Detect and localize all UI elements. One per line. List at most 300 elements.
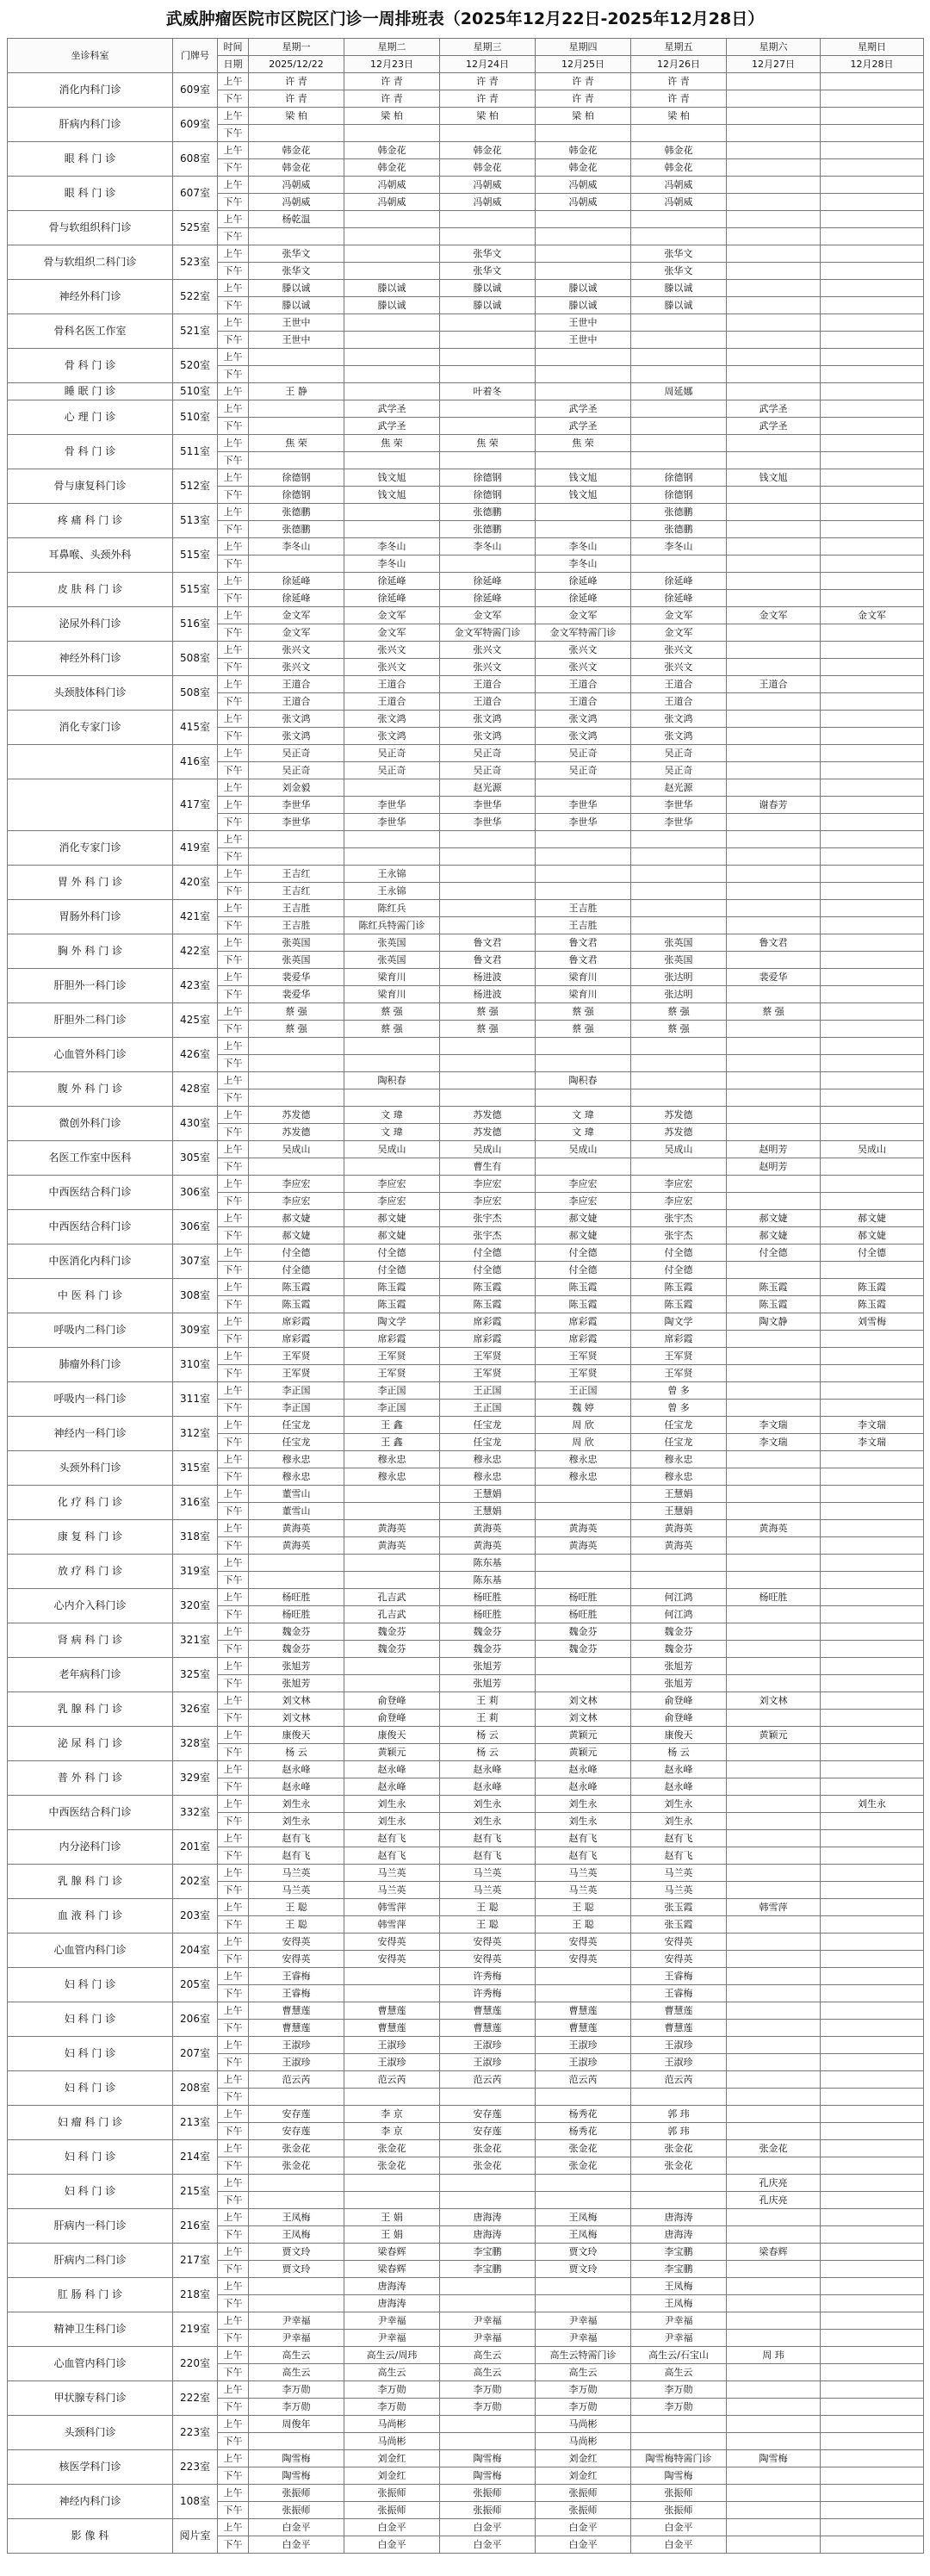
doctor-cell [249,2433,344,2450]
doctor-cell: 王凤梅 [536,2209,631,2226]
doctor-cell: 张文鸿 [536,728,631,745]
doctor-cell [821,866,924,883]
doctor-cell: 刘生永 [821,1796,924,1813]
doctor-cell: 曹慧莲 [631,2002,727,2020]
session-label: 下午 [218,1055,249,1072]
schedule-row [8,1796,924,1813]
session-label: 下午 [218,1262,249,1279]
doctor-cell [727,659,821,676]
doctor-cell: 韩金花 [249,142,344,159]
room-number: 515室 [173,538,218,573]
doctor-cell: 席彩霞 [631,1331,727,1348]
doctor-cell [821,452,924,469]
doctor-cell: 李正国 [249,1400,344,1417]
doctor-cell [727,1055,821,1072]
session-label: 上午 [218,245,249,263]
doctor-cell: 王淑珍 [440,2037,536,2054]
doctor-cell: 陶文学 [344,1313,440,1331]
doctor-cell: 安得英 [631,1951,727,1968]
doctor-cell: 许 青 [440,90,536,108]
doctor-cell [821,1382,924,1400]
session-label: 下午 [218,2433,249,2450]
dept-name: 康 复 科 门 诊 [8,1520,173,1555]
doctor-cell: 梁 柏 [536,108,631,125]
doctor-cell: 郝文婕 [727,1227,821,1245]
doctor-cell [727,1934,821,1951]
doctor-cell: 席彩霞 [536,1331,631,1348]
doctor-cell: 李世华 [536,814,631,831]
doctor-cell: 刘生永 [344,1796,440,1813]
doctor-cell [821,2347,924,2364]
room-number: 205室 [173,1968,218,2002]
doctor-cell [821,1899,924,1916]
doctor-cell: 尹幸福 [249,2330,344,2347]
doctor-cell: 李万勋 [440,2399,536,2416]
doctor-cell: 张达明 [631,969,727,986]
doctor-cell: 张宇杰 [631,1210,727,1227]
schedule-row [8,1555,924,1572]
room-number: 309室 [173,1313,218,1348]
doctor-cell [249,1089,344,1107]
room-number: 521室 [173,314,218,349]
doctor-cell: 张振师 [249,2485,344,2502]
room-number: 220室 [173,2347,218,2381]
doctor-cell [821,2295,924,2312]
doctor-cell: 范云芮 [344,2071,440,2089]
doctor-cell [440,228,536,245]
doctor-cell [536,1555,631,1572]
doctor-cell: 李 京 [344,2106,440,2123]
room-number: 223室 [173,2450,218,2485]
dept-name: 骨 科 门 诊 [8,435,173,469]
doctor-cell: 高生云 [440,2364,536,2381]
doctor-cell [821,1555,924,1572]
doctor-cell: 金文军 [344,607,440,624]
doctor-cell [344,1038,440,1055]
doctor-cell [727,2330,821,2347]
doctor-cell: 范云芮 [536,2071,631,2089]
schedule-row [8,314,924,332]
doctor-cell: 陶雪梅 [249,2450,344,2467]
doctor-cell [821,831,924,848]
doctor-cell: 徐德钢 [440,487,536,504]
doctor-cell [631,332,727,349]
doctor-cell [536,504,631,521]
doctor-cell: 周延娜 [631,383,727,400]
doctor-cell: 冯朝威 [631,177,727,194]
doctor-cell: 徐延峰 [249,590,344,607]
doctor-cell: 高生云 [249,2347,344,2364]
room-number: 421室 [173,900,218,934]
room-number: 516室 [173,607,218,642]
doctor-cell: 李冬山 [249,538,344,556]
doctor-cell [727,73,821,90]
doctor-cell: 许 青 [440,73,536,90]
doctor-cell: 王正国 [440,1400,536,1417]
doctor-cell [727,711,821,728]
doctor-cell [249,1038,344,1055]
doctor-cell [821,1331,924,1348]
doctor-cell [536,1486,631,1503]
doctor-cell [440,314,536,332]
doctor-cell: 鲁文君 [727,934,821,952]
doctor-cell [631,228,727,245]
doctor-cell: 王睿梅 [631,1985,727,2002]
doctor-cell: 王世中 [249,332,344,349]
doctor-cell [821,383,924,400]
doctor-cell: 王道合 [440,676,536,693]
doctor-cell [536,1055,631,1072]
session-label: 下午 [218,728,249,745]
doctor-cell: 吴正奇 [631,745,727,762]
doctor-cell [631,452,727,469]
doctor-cell [344,211,440,228]
session-label: 上午 [218,1279,249,1296]
doctor-cell [727,2278,821,2295]
doctor-cell: 滕以诚 [536,280,631,297]
doctor-cell: 张兴文 [631,659,727,676]
doctor-cell [821,1847,924,1865]
doctor-cell: 金文军 [631,624,727,642]
session-label: 下午 [218,2536,249,2554]
schedule-row [8,108,924,125]
session-label: 下午 [218,418,249,435]
dept-name [8,779,173,831]
session-label: 上午 [218,1210,249,1227]
doctor-cell [821,1158,924,1176]
session-label: 下午 [218,762,249,779]
doctor-cell [727,1382,821,1400]
doctor-cell [821,900,924,917]
doctor-cell: 武学圣 [344,418,440,435]
doctor-cell: 曹慧莲 [249,2002,344,2020]
doctor-cell [344,125,440,142]
doctor-cell: 黄海英 [440,1537,536,1555]
doctor-cell: 韩金花 [440,159,536,177]
doctor-cell: 李万勋 [344,2381,440,2399]
doctor-cell [821,1951,924,1968]
doctor-cell: 陈玉霞 [631,1296,727,1313]
schedule-row [8,142,924,159]
schedule-row [8,1899,924,1916]
doctor-cell: 高生云 [344,2364,440,2381]
doctor-cell: 刘文林 [536,1710,631,1727]
doctor-cell: 高生云 [440,2347,536,2364]
doctor-cell [821,2020,924,2037]
doctor-cell [440,2192,536,2209]
doctor-cell: 冯朝威 [344,194,440,211]
doctor-cell: 李冬山 [344,538,440,556]
doctor-cell: 王慧娟 [631,1486,727,1503]
doctor-cell [536,521,631,538]
session-label: 下午 [218,2502,249,2519]
doctor-cell: 李世华 [440,797,536,814]
doctor-cell [821,1830,924,1847]
dept-name: 头颈肢体科门诊 [8,676,173,711]
doctor-cell [821,435,924,452]
doctor-cell: 刘文林 [727,1692,821,1710]
dept-name: 神经外科门诊 [8,280,173,314]
room-number: 208室 [173,2071,218,2106]
session-label: 下午 [218,590,249,607]
dept-name: 心内介入科门诊 [8,1589,173,1623]
doctor-cell [821,573,924,590]
session-label: 下午 [218,2330,249,2347]
doctor-cell [536,866,631,883]
doctor-cell [727,831,821,848]
doctor-cell: 曾 多 [631,1382,727,1400]
doctor-cell: 蔡 强 [249,1003,344,1021]
doctor-cell: 张金花 [344,2140,440,2157]
doctor-cell: 张兴文 [344,642,440,659]
date-cell: 12月26日 [631,56,727,73]
doctor-cell [727,728,821,745]
session-label: 上午 [218,1451,249,1468]
doctor-cell: 陈玉霞 [821,1279,924,1296]
doctor-cell [249,2192,344,2209]
doctor-cell: 金文军 [249,607,344,624]
schedule-row [8,2278,924,2295]
dept-name: 呼吸内一科门诊 [8,1382,173,1417]
doctor-cell [631,848,727,866]
doctor-cell [631,349,727,366]
room-number: 308室 [173,1279,218,1313]
doctor-cell: 李世华 [631,797,727,814]
dept-name: 妇 科 门 诊 [8,2071,173,2106]
room-number: 206室 [173,2002,218,2037]
room-number: 223室 [173,2416,218,2450]
doctor-cell: 张振师 [631,2485,727,2502]
doctor-cell: 陶雪梅 [727,2450,821,2467]
doctor-cell: 李宝鹏 [440,2244,536,2261]
doctor-cell [344,504,440,521]
doctor-cell [631,1089,727,1107]
doctor-cell: 韩金花 [631,159,727,177]
doctor-cell: 王慧娟 [440,1486,536,1503]
session-label: 下午 [218,2364,249,2381]
doctor-cell: 张华文 [631,263,727,280]
doctor-cell: 许 青 [344,90,440,108]
doctor-cell: 徐延峰 [536,590,631,607]
doctor-cell [631,1158,727,1176]
doctor-cell [821,1089,924,1107]
doctor-cell [821,2226,924,2244]
dept-name: 腹 外 科 门 诊 [8,1072,173,1107]
doctor-cell [821,1400,924,1417]
dept-name: 骨与软组织科门诊 [8,211,173,245]
doctor-cell: 张华文 [440,263,536,280]
dept-name: 妇 科 门 诊 [8,1968,173,2002]
doctor-cell [440,2416,536,2433]
session-label: 上午 [218,1417,249,1434]
session-label: 上午 [218,2140,249,2157]
doctor-cell [727,332,821,349]
doctor-cell: 黄颖元 [536,1744,631,1761]
doctor-cell: 王道合 [249,693,344,711]
doctor-cell: 陈玉霞 [249,1296,344,1313]
date-cell: 2025/12/22 [249,56,344,73]
date-cell: 12月25日 [536,56,631,73]
doctor-cell [344,1675,440,1692]
doctor-cell: 任宝龙 [631,1434,727,1451]
doctor-cell [821,659,924,676]
doctor-cell [727,1951,821,1968]
schedule-row [8,2244,924,2261]
doctor-cell: 王凤梅 [631,2295,727,2312]
session-label: 上午 [218,711,249,728]
doctor-cell: 马兰英 [344,1882,440,1899]
doctor-cell [440,1072,536,1089]
room-number: 328室 [173,1727,218,1761]
room-number: 阅片室 [173,2519,218,2554]
doctor-cell [821,693,924,711]
doctor-cell: 裴爱华 [727,969,821,986]
doctor-cell [821,1675,924,1692]
doctor-cell: 陈玉霞 [249,1279,344,1296]
schedule-row [8,831,924,848]
doctor-cell [727,1744,821,1761]
doctor-cell: 冯朝威 [631,194,727,211]
session-label: 下午 [218,1778,249,1796]
doctor-cell: 刘金红 [344,2467,440,2485]
doctor-cell: 唐海涛 [440,2226,536,2244]
session-label: 上午 [218,108,249,125]
doctor-cell: 王慧娟 [631,1503,727,1520]
doctor-cell: 许 青 [249,73,344,90]
session-label: 上午 [218,969,249,986]
doctor-cell [821,2106,924,2123]
doctor-cell [821,2244,924,2261]
doctor-cell: 范云芮 [631,2071,727,2089]
doctor-cell: 唐海涛 [440,2209,536,2226]
doctor-cell: 滕以诚 [249,280,344,297]
doctor-cell [249,452,344,469]
doctor-cell: 武学圣 [727,400,821,418]
schedule-row [8,245,924,263]
doctor-cell: 鲁文君 [440,952,536,969]
doctor-cell: 钱文旭 [344,469,440,487]
dept-name: 妇 科 门 诊 [8,2037,173,2071]
doctor-cell: 黄海英 [631,1537,727,1555]
doctor-cell: 陈玉霞 [344,1279,440,1296]
doctor-cell: 王军贤 [249,1348,344,1365]
doctor-cell: 苏发德 [440,1124,536,1141]
doctor-cell: 冯朝威 [344,177,440,194]
doctor-cell: 尹幸福 [536,2330,631,2347]
doctor-cell: 李应宏 [631,1176,727,1193]
doctor-cell: 李 京 [344,2123,440,2140]
doctor-cell: 王淑珍 [344,2054,440,2071]
schedule-row [8,1417,924,1434]
doctor-cell [821,194,924,211]
doctor-cell [821,642,924,659]
session-label: 下午 [218,1951,249,1968]
doctor-cell: 尹幸福 [249,2312,344,2330]
session-label: 上午 [218,314,249,332]
doctor-cell [344,2192,440,2209]
doctor-cell: 马尚彬 [536,2416,631,2433]
doctor-cell: 陈玉霞 [821,1296,924,1313]
session-label: 上午 [218,1107,249,1124]
doctor-cell [821,2209,924,2226]
session-label: 上午 [218,469,249,487]
room-number: 108室 [173,2485,218,2519]
session-label: 下午 [218,332,249,349]
doctor-cell: 安得英 [440,1951,536,1968]
doctor-cell: 李万勋 [536,2399,631,2416]
doctor-cell: 徐德钢 [249,469,344,487]
doctor-cell [344,1572,440,1589]
doctor-cell [821,1778,924,1796]
doctor-cell: 黄海英 [344,1537,440,1555]
doctor-cell: 张玉霞 [631,1899,727,1916]
doctor-cell: 李文瑞 [821,1417,924,1434]
doctor-cell [727,866,821,883]
doctor-cell: 陶雪梅 [631,2467,727,2485]
doctor-cell: 李应宏 [631,1193,727,1210]
doctor-cell: 王军贤 [631,1348,727,1365]
session-label: 上午 [218,2071,249,2089]
doctor-cell [344,1968,440,1985]
doctor-cell [536,1658,631,1675]
session-label: 上午 [218,142,249,159]
room-number: 508室 [173,676,218,711]
doctor-cell: 张文鸿 [344,728,440,745]
schedule-row [8,607,924,624]
doctor-cell: 白金平 [344,2519,440,2536]
session-label: 下午 [218,1847,249,1865]
session-label: 下午 [218,1468,249,1486]
doctor-cell: 赵永峰 [344,1761,440,1778]
doctor-cell [727,952,821,969]
session-label: 下午 [218,1089,249,1107]
doctor-cell: 武学圣 [536,400,631,418]
doctor-cell: 赵有飞 [249,1847,344,1865]
session-label: 上午 [218,779,249,797]
schedule-row [8,1692,924,1710]
doctor-cell [631,418,727,435]
dept-name: 心血管内科门诊 [8,1934,173,1968]
doctor-cell: 徐延峰 [440,590,536,607]
room-number: 415室 [173,711,218,745]
session-label: 上午 [218,177,249,194]
doctor-cell: 王凤梅 [249,2226,344,2244]
doctor-cell: 许 青 [536,90,631,108]
room-number: 508室 [173,642,218,676]
doctor-cell: 李万勋 [536,2381,631,2399]
doctor-cell: 李宝鹏 [631,2244,727,2261]
doctor-cell: 徐延峰 [249,573,344,590]
doctor-cell: 魏金芬 [344,1641,440,1658]
doctor-cell [821,848,924,866]
doctor-cell: 刘金毅 [249,779,344,797]
doctor-cell [631,366,727,383]
doctor-cell: 陈东基 [440,1555,536,1572]
doctor-cell [821,228,924,245]
doctor-cell: 贾文玲 [536,2261,631,2278]
doctor-cell: 李冬山 [536,538,631,556]
session-label: 下午 [218,2467,249,2485]
doctor-cell: 钱文旭 [536,487,631,504]
doctor-cell: 李万勋 [631,2399,727,2416]
doctor-cell: 陶雪梅 [440,2467,536,2485]
schedule-row [8,1245,924,1262]
doctor-cell [727,814,821,831]
doctor-cell: 任宝龙 [249,1434,344,1451]
dept-name: 肾 病 科 门 诊 [8,1623,173,1658]
doctor-cell [536,1985,631,2002]
doctor-cell: 张德鹏 [440,504,536,521]
